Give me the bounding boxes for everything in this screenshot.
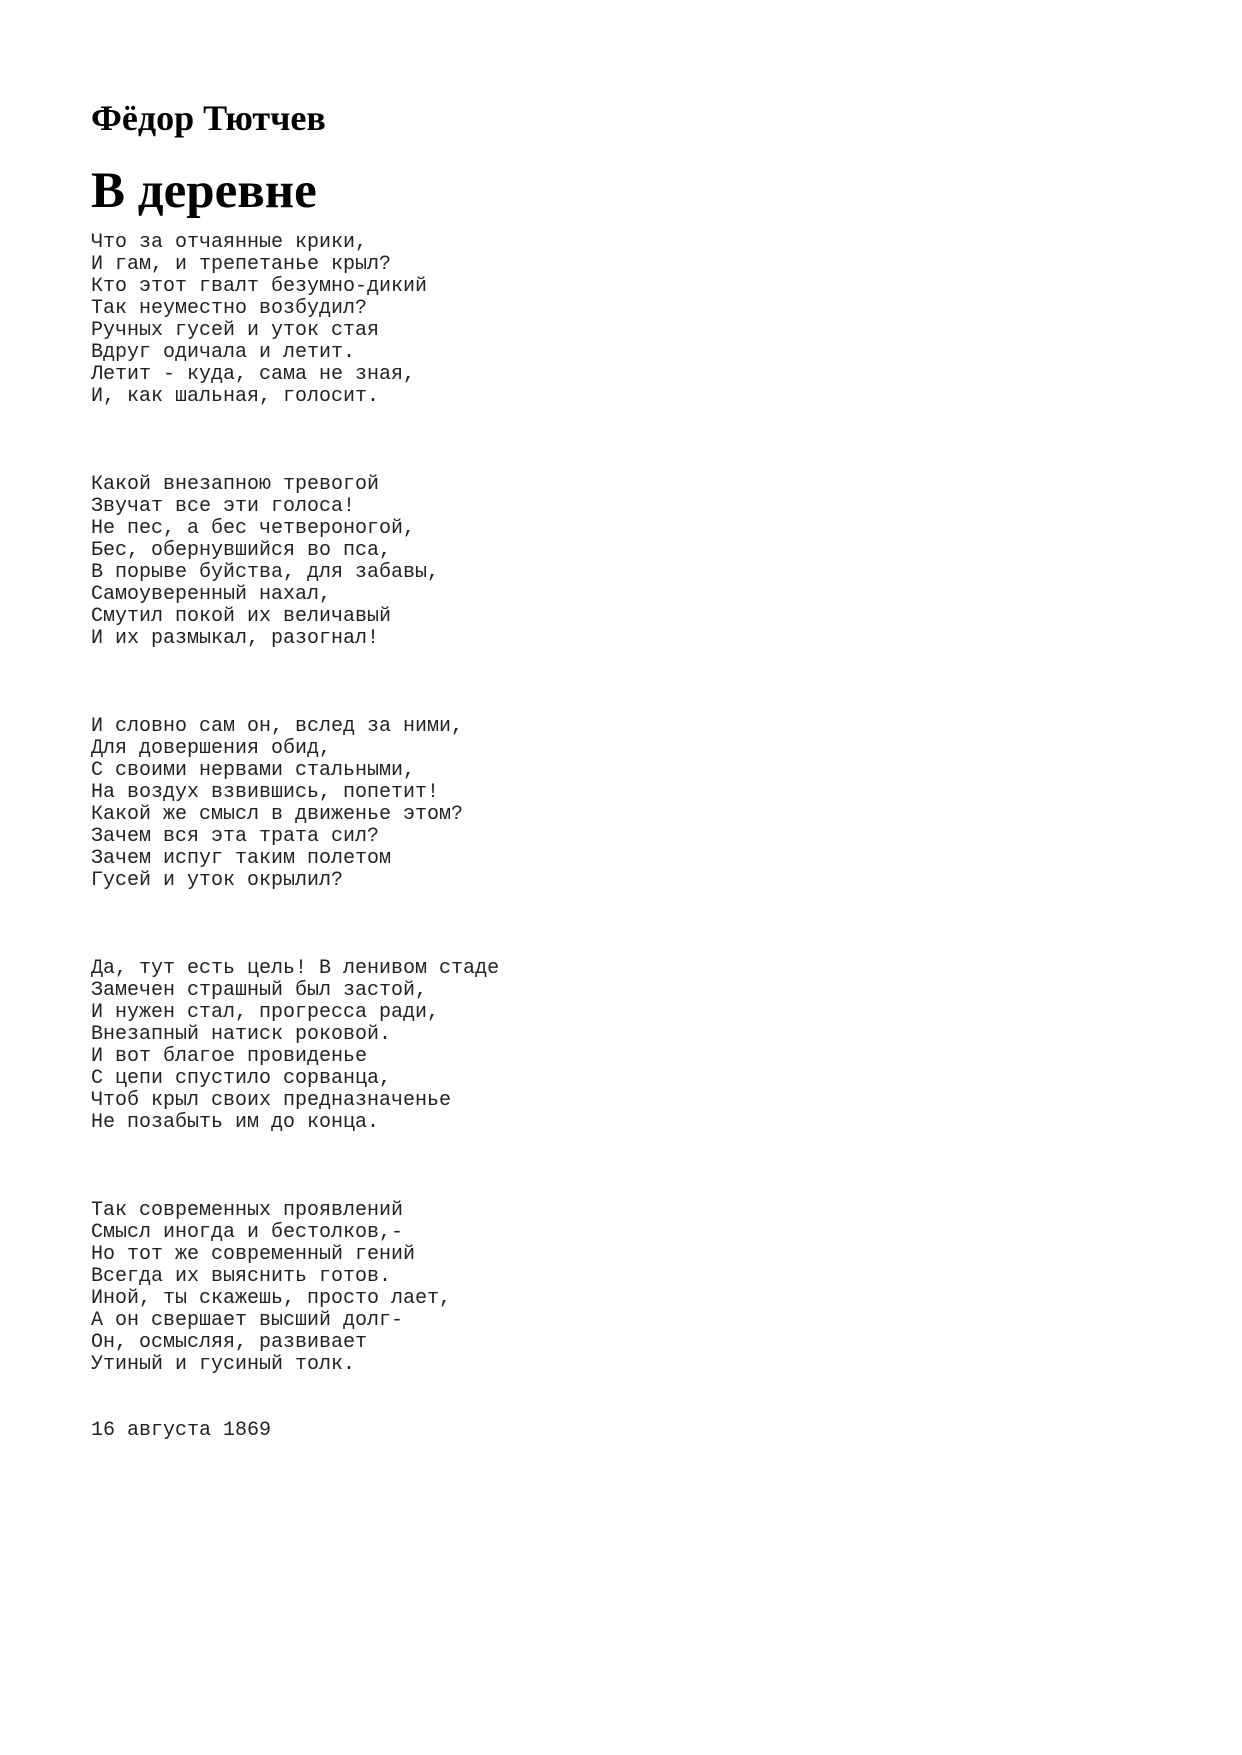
stanza bbox=[91, 1200, 499, 1376]
poem-line: Самоуверенный нахал, bbox=[91, 583, 332, 606]
poem-line: Ручных гусей и уток стая bbox=[91, 319, 380, 342]
poem-line: Для довершения обид, bbox=[91, 737, 332, 760]
poem-line: И вот благое провиденье bbox=[91, 1045, 368, 1068]
poem-line: Так неуместно возбудил? bbox=[91, 297, 368, 320]
poem-line: Кто этот гвалт безумно-дикий bbox=[91, 275, 428, 298]
poem-line: Не позабыть им до конца. bbox=[91, 1111, 380, 1134]
poem-line: Смысл иногда и бестолков,- bbox=[91, 1221, 404, 1244]
poem-line: И их размыкал, разогнал! bbox=[91, 627, 380, 650]
poem-line: Всегда их выяснить готов. bbox=[91, 1265, 392, 1288]
poem-line: С цепи спустило сорванца, bbox=[91, 1067, 392, 1090]
poem-line: Он, осмысляя, развивает bbox=[91, 1331, 368, 1354]
poem-line: Какой внезапною тревогой bbox=[91, 473, 380, 496]
poem-title: В деревне bbox=[91, 163, 317, 219]
stanza bbox=[91, 232, 499, 408]
poem-line: И словно сам он, вслед за ними, bbox=[91, 715, 464, 738]
poem-line: И, как шальная, голосит. bbox=[91, 385, 380, 408]
poem-line: Да, тут есть цель! В ленивом стаде bbox=[91, 957, 500, 980]
poem-date: 16 августа 1869 bbox=[91, 1419, 272, 1442]
poem-line: На воздух взвившись, попетит! bbox=[91, 781, 440, 804]
poem-line: Так современных проявлений bbox=[91, 1199, 404, 1222]
poem-line: Но тот же современный гений bbox=[91, 1243, 416, 1266]
poem-line: Летит - куда, сама не зная, bbox=[91, 363, 416, 386]
poem-line: Зачем испуг таким полетом bbox=[91, 847, 392, 870]
poem-line: Гусей и уток окрылил? bbox=[91, 869, 344, 892]
poem-line: Бес, обернувшийся во пса, bbox=[91, 539, 392, 562]
stanza bbox=[91, 958, 499, 1134]
poem-line: Смутил покой их величавый bbox=[91, 605, 392, 628]
poem-line: Что за отчаянные крики, bbox=[91, 231, 368, 254]
poem-body bbox=[91, 232, 499, 1442]
poem-line: Иной, ты скажешь, просто лает, bbox=[91, 1287, 452, 1310]
poem-line: Зачем вся эта трата сил? bbox=[91, 825, 380, 848]
stanza bbox=[91, 716, 499, 892]
poem-line: Внезапный натиск роковой. bbox=[91, 1023, 392, 1046]
poem-line: И нужен стал, прогресса ради, bbox=[91, 1001, 440, 1024]
poem-line: А он свершает высший долг- bbox=[91, 1309, 404, 1332]
poem-line: Какой же смысл в движенье этом? bbox=[91, 803, 464, 826]
stanza bbox=[91, 474, 499, 650]
poem-line: Не пес, а бес четвероногой, bbox=[91, 517, 416, 540]
poem-line: Утиный и гусиный толк. bbox=[91, 1353, 356, 1376]
poem-line: Звучат все эти голоса! bbox=[91, 495, 356, 518]
poem-line: Чтоб крыл своих предназначенье bbox=[91, 1089, 452, 1112]
poem-line: И гам, и трепетанье крыл? bbox=[91, 253, 392, 276]
poem-line: Вдруг одичала и летит. bbox=[91, 341, 356, 364]
author-name: Фёдор Тютчев bbox=[91, 98, 326, 138]
poem-line: Замечен страшный был застой, bbox=[91, 979, 428, 1002]
poem-line: С своими нервами стальными, bbox=[91, 759, 416, 782]
poem-line: В порыве буйства, для забавы, bbox=[91, 561, 440, 584]
